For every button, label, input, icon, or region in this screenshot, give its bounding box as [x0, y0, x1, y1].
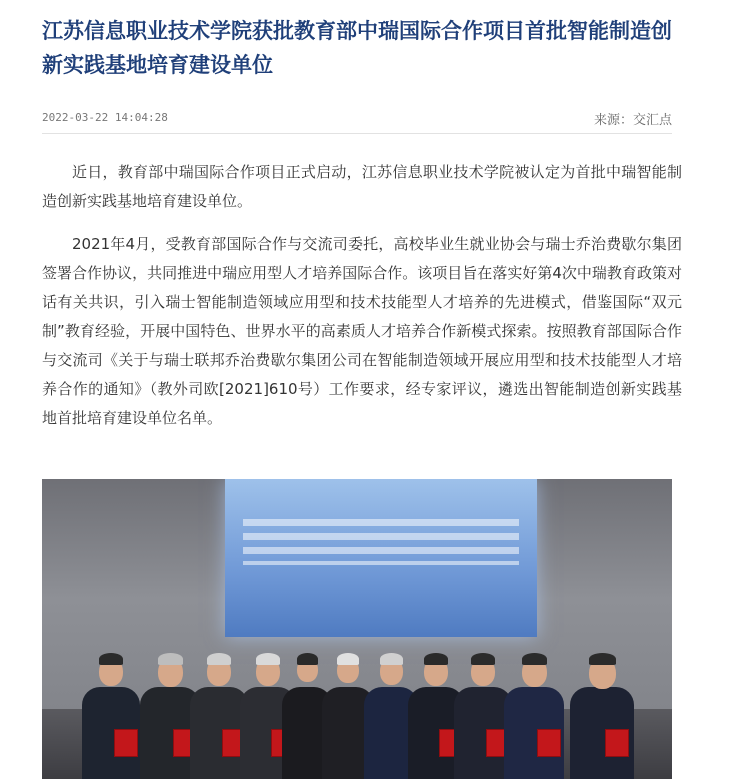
- article-title: 江苏信息职业技术学院获批教育部中瑞国际合作项目首批智能制造创新实践基地培育建设单位: [42, 18, 672, 77]
- person-figure: [570, 639, 634, 779]
- article-source: [594, 109, 672, 128]
- red-certificate: [537, 729, 561, 757]
- person-hair: [256, 653, 280, 665]
- person-hair: [424, 653, 448, 665]
- person-hair: [337, 653, 359, 665]
- source-label: 来源：: [593, 113, 633, 128]
- person-figure: [504, 639, 564, 779]
- projection-screen: [225, 479, 537, 637]
- person-hair: [589, 653, 616, 665]
- person-hair: [99, 653, 123, 665]
- screen-text-lines: [243, 519, 519, 565]
- red-certificate: [605, 729, 629, 757]
- article-body: [42, 158, 682, 447]
- person-hair: [380, 653, 403, 665]
- publish-date: 2022-03-22 14:04:28: [42, 111, 168, 124]
- article-paragraph: 近日，教育部中瑞国际合作项目正式启动，江苏信息职业技术学院被认定为首批中瑞智能制造创新实践基地培育建设单位。: [42, 163, 682, 210]
- article-meta: [42, 103, 672, 134]
- person-hair: [207, 653, 231, 665]
- article-paragraph: 2021年4月，受教育部国际合作与交流司委托，高校毕业生就业协会与瑞士乔治费歇尔集团签署合作协议，共同推进中瑞应用型人才培养国际合作。该项目旨在落实好第4次中瑞教育政策对话有关共识，引入瑞士智能制造领域应用型和技术技能型人才培养的先进模式，借鉴国际“双元制”教育经验，开展中国特色、世界水平的高素质人才培养合作新模式探索。按照教育部国际合作与交流司《关于与瑞士联邦乔治费歇尔集团公司在智能制造领域开展应用型和技术技能型人才培养合作的通知》（教外司欧[2021]610号）工作要求，经专家评议，遴选出智能制造创新实践基地首批培育建设单位名单。: [42, 235, 682, 427]
- source-value: 交汇点: [632, 113, 672, 128]
- person-hair: [158, 653, 183, 665]
- person-hair: [522, 653, 547, 665]
- red-certificate: [114, 729, 138, 757]
- article-photo: [42, 479, 672, 779]
- person-figure: [82, 639, 140, 779]
- person-hair: [297, 653, 318, 665]
- person-hair: [471, 653, 495, 665]
